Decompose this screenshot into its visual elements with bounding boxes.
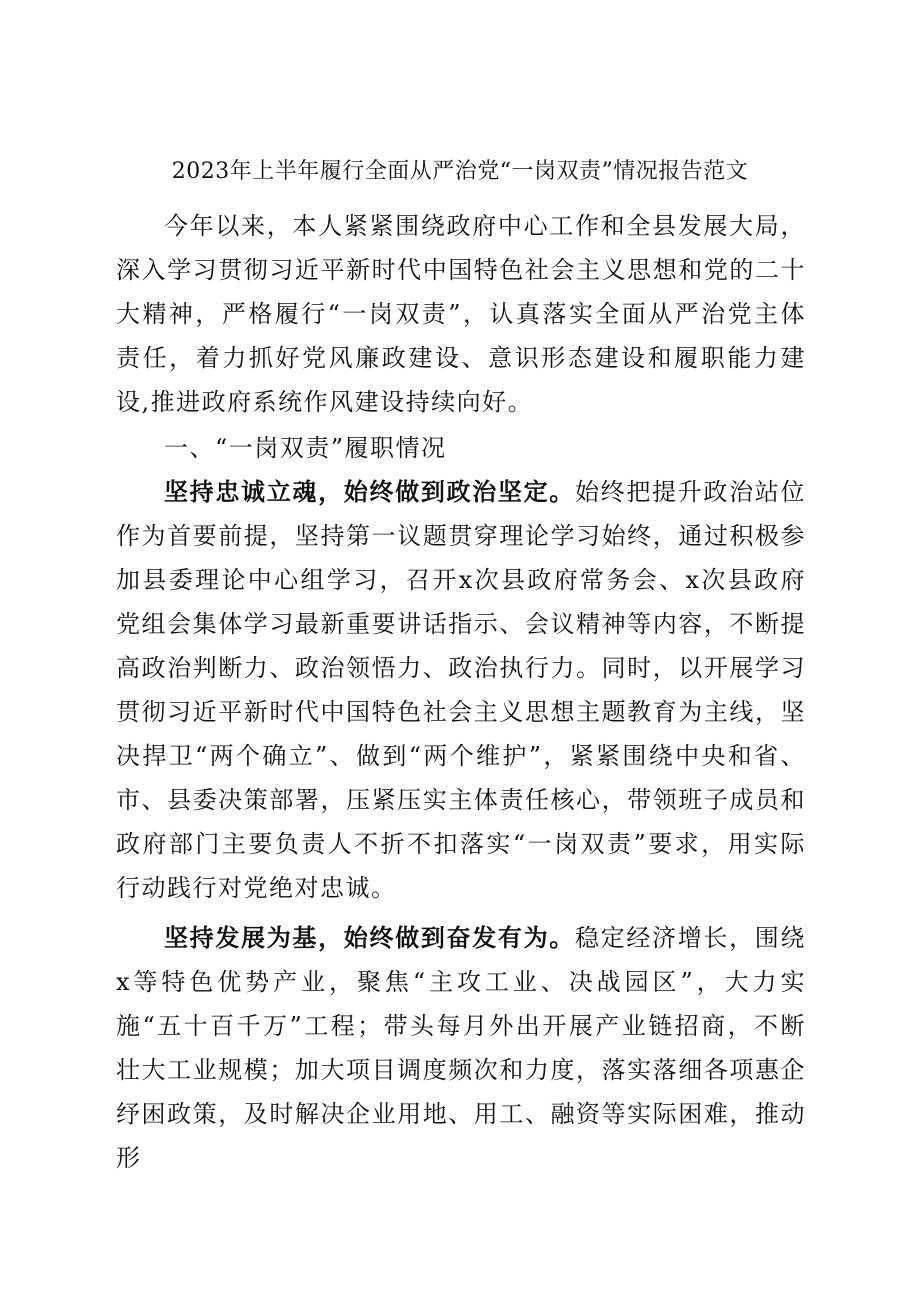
document-body <box>116 204 806 1180</box>
paragraph-text: 始终把提升政治站位作为首要前提，坚持第一议题贯穿理论学习始终，通过积极参加县委理论中心组学习，召开x次县政府常务会、x次县政府党组会集体学习最新重要讲话指示、会议精神等内容，不断提高政治判断力、政治领悟力、政治执行力。同时，以开展学习贯彻习近平新时代中国特色社会主义思想主题教育为主线，坚决捍卫“两个确立”、做到“两个维护”，紧紧围绕中央和省、市、县委决策部署，压紧压实主体责任核心，带领班子成员和政府部门主要负责人不折不扣落实“一岗双责”要求，用实际行动践行对党绝对忠诚。 <box>116 478 806 902</box>
paragraph-text: 稳定经济增长，围绕x等特色优势产业，聚焦“主攻工业、决战园区”，大力实施“五十百千万”工程；带头每月外出开展产业链招商，不断壮大工业规模；加大项目调度频次和力度，落实落细各项惠企纾困政策，及时解决企业用地、用工、融资等实际困难，推动形 <box>116 924 806 1172</box>
paragraph-development <box>116 916 806 1180</box>
intro-paragraph: 今年以来，本人紧紧围绕政府中心工作和全县发展大局，深入学习贯彻习近平新时代中国特色社会主义思想和党的二十大精神，严格履行“一岗双责”，认真落实全面从严治党主体责任，着力抓好党风廉政建设、意识形态建设和履职能力建设,推进政府系统作风建设持续向好。 <box>116 212 806 416</box>
paragraph-political-loyalty <box>116 470 806 910</box>
section-heading: 一、“一岗双责”履职情况 <box>164 434 447 462</box>
paragraph-lead: 坚持忠诚立魂，始终做到政治坚定。 <box>164 477 575 506</box>
paragraph-lead: 坚持发展为基，始终做到奋发有为。 <box>164 923 575 952</box>
document-title: 2023年上半年履行全面从严治党“一岗双责”情况报告范文 <box>171 159 749 184</box>
